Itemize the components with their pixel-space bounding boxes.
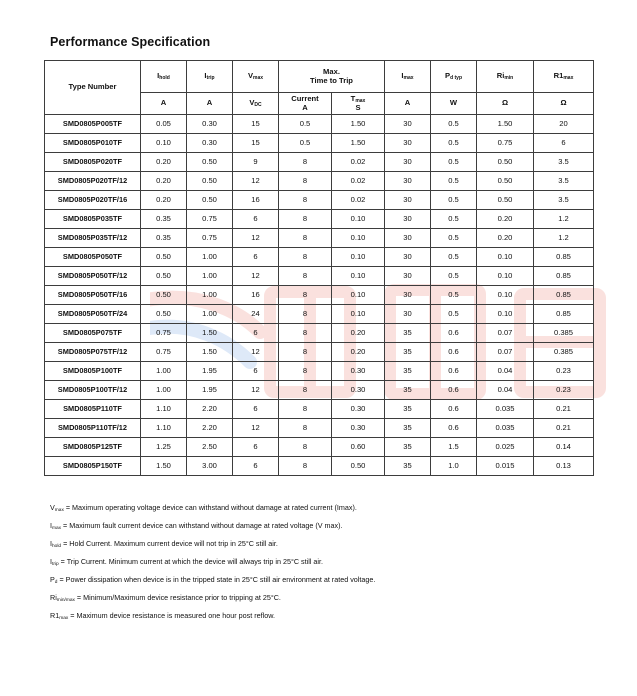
cell-ihold: 0.35 (141, 229, 187, 248)
cell-r1max: 1.2 (534, 210, 594, 229)
cell-type: SMD0805P100TF (45, 362, 141, 381)
cell-rimin: 0.50 (477, 153, 534, 172)
cell-rimin: 0.50 (477, 191, 534, 210)
table-row (45, 153, 594, 172)
cell-imax: 30 (385, 191, 431, 210)
cell-pd: 1.5 (431, 438, 477, 457)
table-row (45, 172, 594, 191)
cell-tmax: 1.50 (332, 115, 385, 134)
cell-ihold: 1.00 (141, 381, 187, 400)
table-row (45, 267, 594, 286)
cell-itrip: 1.50 (187, 343, 233, 362)
cell-r1max: 0.23 (534, 381, 594, 400)
table-row (45, 362, 594, 381)
cell-imax: 30 (385, 267, 431, 286)
cell-current: 8 (279, 248, 332, 267)
cell-vmax: 6 (233, 324, 279, 343)
cell-imax: 35 (385, 400, 431, 419)
unit-rimin: Ω (477, 93, 534, 115)
unit-ihold: A (141, 93, 187, 115)
cell-pd: 0.5 (431, 134, 477, 153)
performance-table-container (44, 60, 593, 476)
col-header-max-time-to-trip: Max. Time to Trip (279, 61, 385, 93)
cell-tmax: 0.60 (332, 438, 385, 457)
cell-tmax: 0.10 (332, 248, 385, 267)
cell-current: 8 (279, 362, 332, 381)
cell-itrip: 0.50 (187, 153, 233, 172)
cell-r1max: 1.2 (534, 229, 594, 248)
cell-pd: 0.5 (431, 191, 477, 210)
footnote (50, 557, 610, 575)
cell-r1max: 0.85 (534, 248, 594, 267)
table-row (45, 229, 594, 248)
cell-vmax: 9 (233, 153, 279, 172)
cell-itrip: 0.30 (187, 115, 233, 134)
cell-pd: 0.5 (431, 210, 477, 229)
cell-imax: 35 (385, 324, 431, 343)
cell-tmax: 0.20 (332, 343, 385, 362)
col-header-imax: $I_{max}$ (385, 61, 431, 93)
footnote (50, 611, 610, 629)
cell-type: SMD0805P110TF (45, 400, 141, 419)
cell-pd: 0.5 (431, 153, 477, 172)
footnote-symbol: $I_{hold}$ (50, 539, 62, 549)
cell-rimin: 0.015 (477, 457, 534, 476)
cell-rimin: 0.035 (477, 400, 534, 419)
cell-itrip: 1.50 (187, 324, 233, 343)
cell-imax: 30 (385, 248, 431, 267)
table-row (45, 305, 594, 324)
cell-r1max: 0.385 (534, 324, 594, 343)
cell-tmax: 0.30 (332, 400, 385, 419)
cell-ihold: 1.25 (141, 438, 187, 457)
cell-ihold: 1.00 (141, 362, 187, 381)
cell-r1max: 3.5 (534, 153, 594, 172)
cell-pd: 0.5 (431, 248, 477, 267)
cell-vmax: 15 (233, 134, 279, 153)
cell-rimin: 0.10 (477, 286, 534, 305)
footnote (50, 593, 610, 611)
footnote-symbol: $P_d$ (50, 575, 58, 585)
cell-current: 8 (279, 229, 332, 248)
cell-imax: 35 (385, 362, 431, 381)
cell-ihold: 0.20 (141, 191, 187, 210)
cell-tmax: 0.02 (332, 172, 385, 191)
table-row (45, 134, 594, 153)
cell-itrip: 0.75 (187, 229, 233, 248)
cell-imax: 35 (385, 343, 431, 362)
cell-ihold: 1.10 (141, 419, 187, 438)
cell-vmax: 12 (233, 172, 279, 191)
cell-pd: 0.6 (431, 343, 477, 362)
cell-r1max: 0.21 (534, 400, 594, 419)
unit-imax: A (385, 93, 431, 115)
cell-imax: 35 (385, 457, 431, 476)
cell-ihold: 0.50 (141, 267, 187, 286)
cell-pd: 0.5 (431, 229, 477, 248)
cell-type: SMD0805P050TF/16 (45, 286, 141, 305)
cell-rimin: 0.07 (477, 324, 534, 343)
footnote-text: = Trip Current. Minimum current at which the device will always trip in 25°C still air. (58, 557, 323, 566)
cell-itrip: 0.50 (187, 191, 233, 210)
cell-itrip: 2.20 (187, 400, 233, 419)
cell-current: 8 (279, 153, 332, 172)
footnote-symbol: $V_{max}$ (50, 503, 64, 513)
cell-pd: 0.6 (431, 419, 477, 438)
cell-tmax: 0.02 (332, 153, 385, 172)
cell-vmax: 6 (233, 400, 279, 419)
cell-r1max: 6 (534, 134, 594, 153)
cell-tmax: 0.50 (332, 457, 385, 476)
table-body (45, 115, 594, 476)
cell-vmax: 12 (233, 267, 279, 286)
footnote-symbol: $I_{max}$ (50, 521, 62, 531)
cell-imax: 30 (385, 229, 431, 248)
cell-r1max: 0.85 (534, 286, 594, 305)
cell-imax: 30 (385, 134, 431, 153)
cell-itrip: 2.20 (187, 419, 233, 438)
cell-vmax: 15 (233, 115, 279, 134)
footnote-text: = Maximum device resistance is measured one hour post reflow. (68, 611, 276, 620)
cell-r1max: 0.14 (534, 438, 594, 457)
footnote-text: = Maximum fault current device can withstand without damage at rated voltage (V max). (61, 521, 343, 530)
cell-pd: 0.6 (431, 400, 477, 419)
cell-rimin: 0.025 (477, 438, 534, 457)
cell-itrip: 0.30 (187, 134, 233, 153)
col-header-pd: $P_{d typ}$ (431, 61, 477, 93)
cell-tmax: 0.10 (332, 286, 385, 305)
cell-itrip: 1.00 (187, 286, 233, 305)
cell-ihold: 0.20 (141, 172, 187, 191)
cell-vmax: 24 (233, 305, 279, 324)
cell-vmax: 12 (233, 419, 279, 438)
table-row (45, 419, 594, 438)
cell-rimin: 0.75 (477, 134, 534, 153)
unit-current: Current A (279, 93, 332, 115)
cell-type: SMD0805P075TF (45, 324, 141, 343)
cell-rimin: 0.20 (477, 229, 534, 248)
cell-pd: 1.0 (431, 457, 477, 476)
unit-tmax: $T_{max}$ S (332, 93, 385, 115)
cell-current: 8 (279, 286, 332, 305)
footnote-text: = Power dissipation when device is in the tripped state in 25°C still air environment at rated voltage. (57, 575, 376, 584)
cell-imax: 30 (385, 305, 431, 324)
footnote-text: = Hold Current. Maximum current device will not trip in 25°C still air. (61, 539, 278, 548)
cell-r1max: 0.13 (534, 457, 594, 476)
table-row (45, 324, 594, 343)
cell-itrip: 0.50 (187, 172, 233, 191)
cell-tmax: 0.10 (332, 267, 385, 286)
footnote-symbol: $Ri_{min/max}$ (50, 593, 75, 603)
cell-type: SMD0805P050TF/24 (45, 305, 141, 324)
cell-type: SMD0805P035TF/12 (45, 229, 141, 248)
cell-imax: 35 (385, 381, 431, 400)
cell-pd: 0.5 (431, 267, 477, 286)
cell-r1max: 3.5 (534, 191, 594, 210)
cell-tmax: 0.10 (332, 305, 385, 324)
cell-imax: 35 (385, 419, 431, 438)
cell-type: SMD0805P075TF/12 (45, 343, 141, 362)
table-row (45, 400, 594, 419)
cell-current: 8 (279, 305, 332, 324)
cell-pd: 0.5 (431, 286, 477, 305)
cell-current: 8 (279, 210, 332, 229)
cell-ihold: 0.50 (141, 248, 187, 267)
col-header-rimin: $Ri_{min}$ (477, 61, 534, 93)
cell-type: SMD0805P100TF/12 (45, 381, 141, 400)
cell-pd: 0.6 (431, 362, 477, 381)
cell-type: SMD0805P020TF/16 (45, 191, 141, 210)
cell-type: SMD0805P050TF/12 (45, 267, 141, 286)
footnote (50, 539, 610, 557)
cell-pd: 0.5 (431, 305, 477, 324)
cell-current: 8 (279, 191, 332, 210)
cell-pd: 0.5 (431, 115, 477, 134)
cell-itrip: 1.95 (187, 381, 233, 400)
cell-current: 8 (279, 172, 332, 191)
cell-current: 8 (279, 438, 332, 457)
cell-type: SMD0805P020TF/12 (45, 172, 141, 191)
cell-current: 8 (279, 400, 332, 419)
cell-tmax: 0.30 (332, 419, 385, 438)
cell-type: SMD0805P150TF (45, 457, 141, 476)
unit-itrip: A (187, 93, 233, 115)
cell-vmax: 12 (233, 343, 279, 362)
cell-ihold: 0.10 (141, 134, 187, 153)
footnote (50, 521, 610, 539)
footnote-text: = Minimum/Maximum device resistance prior to tripping at 25°C. (74, 593, 281, 602)
cell-imax: 30 (385, 286, 431, 305)
cell-itrip: 1.00 (187, 248, 233, 267)
col-header-r1max: $R1_{max}$ (534, 61, 594, 93)
unit-vmax: $V_{DC}$ (233, 93, 279, 115)
unit-pd: W (431, 93, 477, 115)
cell-current: 8 (279, 381, 332, 400)
cell-tmax: 0.20 (332, 324, 385, 343)
cell-vmax: 6 (233, 438, 279, 457)
cell-tmax: 0.10 (332, 210, 385, 229)
cell-vmax: 6 (233, 457, 279, 476)
cell-pd: 0.6 (431, 381, 477, 400)
cell-tmax: 0.10 (332, 229, 385, 248)
col-header-ihold: $I_{hold}$ (141, 61, 187, 93)
cell-rimin: 0.04 (477, 362, 534, 381)
cell-r1max: 0.23 (534, 362, 594, 381)
footnote-text: = Maximum operating voltage device can withstand without damage at rated current (Imax). (63, 503, 357, 512)
table-row (45, 286, 594, 305)
page-title: Performance Specification (50, 35, 211, 49)
footnotes (50, 503, 610, 629)
table-row (45, 115, 594, 134)
cell-ihold: 0.05 (141, 115, 187, 134)
cell-current: 8 (279, 343, 332, 362)
cell-ihold: 0.50 (141, 286, 187, 305)
cell-rimin: 0.10 (477, 305, 534, 324)
cell-r1max: 20 (534, 115, 594, 134)
cell-rimin: 0.20 (477, 210, 534, 229)
cell-itrip: 1.95 (187, 362, 233, 381)
cell-type: SMD0805P005TF (45, 115, 141, 134)
cell-rimin: 0.07 (477, 343, 534, 362)
cell-tmax: 0.02 (332, 191, 385, 210)
unit-r1max: Ω (534, 93, 594, 115)
cell-type: SMD0805P110TF/12 (45, 419, 141, 438)
cell-r1max: 0.85 (534, 305, 594, 324)
cell-vmax: 16 (233, 286, 279, 305)
cell-vmax: 6 (233, 248, 279, 267)
cell-rimin: 0.04 (477, 381, 534, 400)
cell-imax: 35 (385, 438, 431, 457)
footnote (50, 575, 610, 593)
footnote-symbol: $R1_{max}$ (50, 611, 69, 621)
cell-rimin: 0.50 (477, 172, 534, 191)
cell-current: 0.5 (279, 115, 332, 134)
cell-imax: 30 (385, 210, 431, 229)
cell-tmax: 1.50 (332, 134, 385, 153)
cell-tmax: 0.30 (332, 381, 385, 400)
cell-type: SMD0805P020TF (45, 153, 141, 172)
cell-itrip: 2.50 (187, 438, 233, 457)
cell-ihold: 0.75 (141, 324, 187, 343)
table-row (45, 438, 594, 457)
cell-itrip: 1.00 (187, 305, 233, 324)
cell-pd: 0.5 (431, 172, 477, 191)
table-row (45, 343, 594, 362)
cell-imax: 30 (385, 172, 431, 191)
cell-current: 8 (279, 267, 332, 286)
cell-tmax: 0.30 (332, 362, 385, 381)
cell-ihold: 1.50 (141, 457, 187, 476)
table-row (45, 248, 594, 267)
cell-current: 8 (279, 324, 332, 343)
cell-imax: 30 (385, 115, 431, 134)
cell-type: SMD0805P125TF (45, 438, 141, 457)
col-header-itrip: $I_{trip}$ (187, 61, 233, 93)
cell-imax: 30 (385, 153, 431, 172)
cell-type: SMD0805P050TF (45, 248, 141, 267)
col-header-vmax: $V_{max}$ (233, 61, 279, 93)
col-header-type-number: Type Number (45, 61, 141, 115)
cell-vmax: 12 (233, 229, 279, 248)
table-row (45, 457, 594, 476)
cell-r1max: 0.385 (534, 343, 594, 362)
cell-rimin: 0.10 (477, 267, 534, 286)
cell-vmax: 16 (233, 191, 279, 210)
cell-r1max: 3.5 (534, 172, 594, 191)
cell-ihold: 0.20 (141, 153, 187, 172)
cell-itrip: 0.75 (187, 210, 233, 229)
footnote (50, 503, 610, 521)
table-row (45, 381, 594, 400)
table-row (45, 191, 594, 210)
cell-rimin: 0.035 (477, 419, 534, 438)
cell-rimin: 1.50 (477, 115, 534, 134)
performance-table (44, 60, 594, 476)
cell-rimin: 0.10 (477, 248, 534, 267)
cell-ihold: 0.50 (141, 305, 187, 324)
cell-ihold: 0.75 (141, 343, 187, 362)
cell-ihold: 1.10 (141, 400, 187, 419)
cell-r1max: 0.21 (534, 419, 594, 438)
cell-itrip: 3.00 (187, 457, 233, 476)
table-row (45, 210, 594, 229)
cell-vmax: 6 (233, 362, 279, 381)
cell-type: SMD0805P010TF (45, 134, 141, 153)
cell-r1max: 0.85 (534, 267, 594, 286)
cell-current: 8 (279, 457, 332, 476)
cell-current: 0.5 (279, 134, 332, 153)
cell-vmax: 12 (233, 381, 279, 400)
cell-itrip: 1.00 (187, 267, 233, 286)
cell-type: SMD0805P035TF (45, 210, 141, 229)
footnote-symbol: $I_{trip}$ (50, 557, 59, 567)
cell-pd: 0.6 (431, 324, 477, 343)
cell-current: 8 (279, 419, 332, 438)
cell-vmax: 6 (233, 210, 279, 229)
cell-ihold: 0.35 (141, 210, 187, 229)
header-row-symbols (45, 61, 594, 93)
